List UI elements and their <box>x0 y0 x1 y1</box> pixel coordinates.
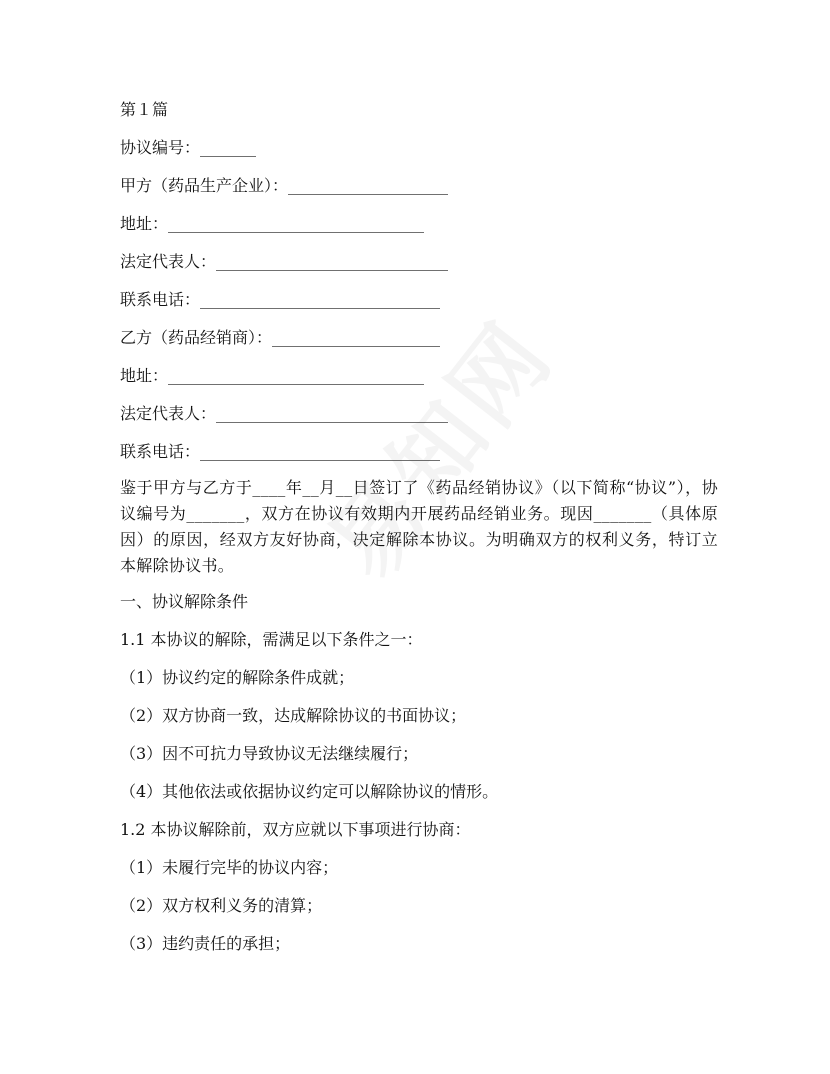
party-b-phone-field: 联系电话：______________________________ <box>120 442 441 461</box>
party-a-representative-field: 法定代表人：_____________________________ <box>120 252 449 271</box>
party-a-address-field: 地址：________________________________ <box>120 214 425 233</box>
clause-1-2: 1.2 本协议解除前，双方应就以下事项进行协商： <box>120 820 471 839</box>
agreement-number-field: 协议编号：_______ <box>120 138 257 157</box>
document-heading: 第１篇 <box>120 100 169 119</box>
party-b-field: 乙方（药品经销商）：_____________________ <box>120 328 441 347</box>
party-b-representative-field: 法定代表人：_____________________________ <box>120 404 449 423</box>
clause-1-1-item: （4）其他依法或依据协议约定可以解除协议的情形。 <box>120 782 499 801</box>
clause-1-2-item: （1）未履行完毕的协议内容； <box>120 858 339 877</box>
party-a-phone-field: 联系电话：______________________________ <box>120 290 441 309</box>
clause-1-1-item: （2）双方协商一致，达成解除协议的书面协议； <box>120 706 467 725</box>
party-a-field: 甲方（药品生产企业）：____________________ <box>120 176 449 195</box>
clause-1-1: 1.1 本协议的解除，需满足以下条件之一： <box>120 630 423 649</box>
clause-1-2-item: （2）双方权利义务的清算； <box>120 896 323 915</box>
clause-1-1-item: （3）因不可抗力导致协议无法继续履行； <box>120 744 419 763</box>
preamble-paragraph: 鉴于甲方与乙方于____年__月__日签订了《药品经销协议》（以下简称“协议”），协议编号为_______，双方在协议有效期内开展药品经销业务。现因_______（具体原因）的原因，经双方友好协商，决定解除本协议。为明确双方的权利义务，特订立本解除协议书。 <box>120 478 718 575</box>
section-1-title: 一、协议解除条件 <box>120 592 249 611</box>
clause-1-1-item: （1）协议约定的解除条件成就； <box>120 668 355 687</box>
party-b-address-field: 地址：________________________________ <box>120 366 425 385</box>
clause-1-2-item: （3）违约责任的承担； <box>120 934 291 953</box>
